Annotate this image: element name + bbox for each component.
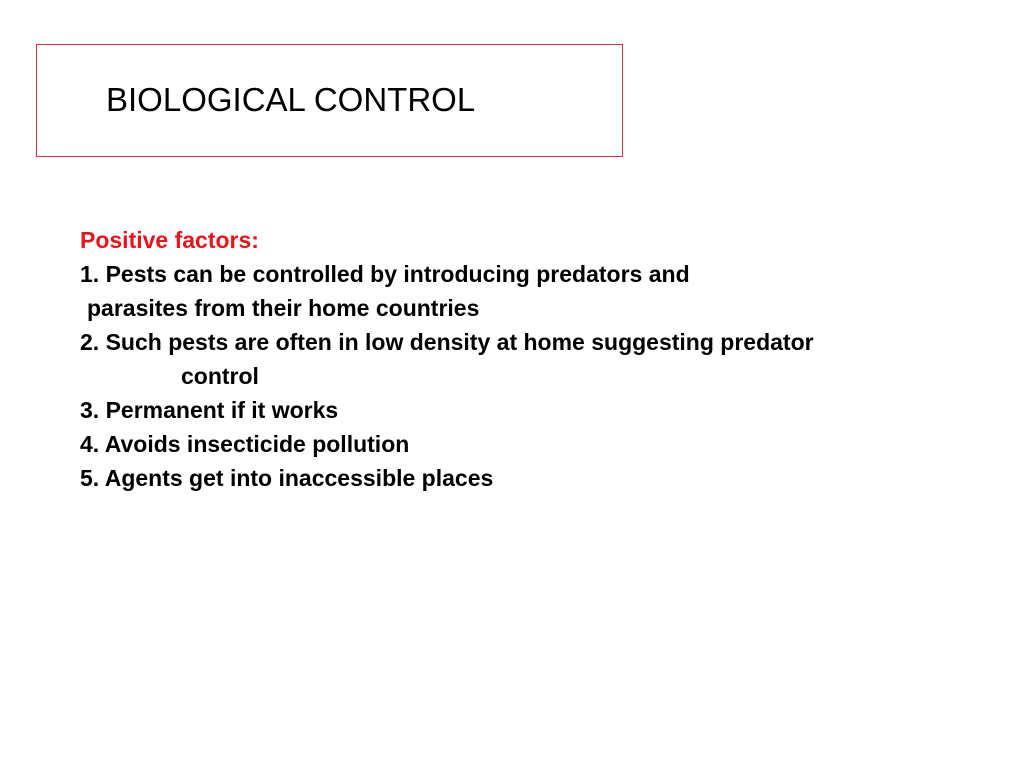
factor-line-1-continued: parasites from their home countries — [87, 295, 480, 321]
factor-line-5: 5. Agents get into inaccessible places — [80, 465, 494, 491]
factor-line-2: 2. Such pests are often in low density at home suggesting predator — [80, 329, 814, 355]
factor-line-1: 1. Pests can be controlled by introducing predators and — [80, 261, 690, 287]
positive-factors-heading: Positive factors: — [80, 227, 259, 253]
title-box — [36, 44, 623, 157]
slide-content — [80, 223, 1010, 495]
slide-title: BIOLOGICAL CONTROL — [106, 81, 476, 118]
factor-line-3: 3. Permanent if it works — [80, 397, 339, 423]
factor-line-4: 4. Avoids insecticide pollution — [80, 431, 410, 457]
factor-line-2-continued: control — [181, 363, 259, 389]
